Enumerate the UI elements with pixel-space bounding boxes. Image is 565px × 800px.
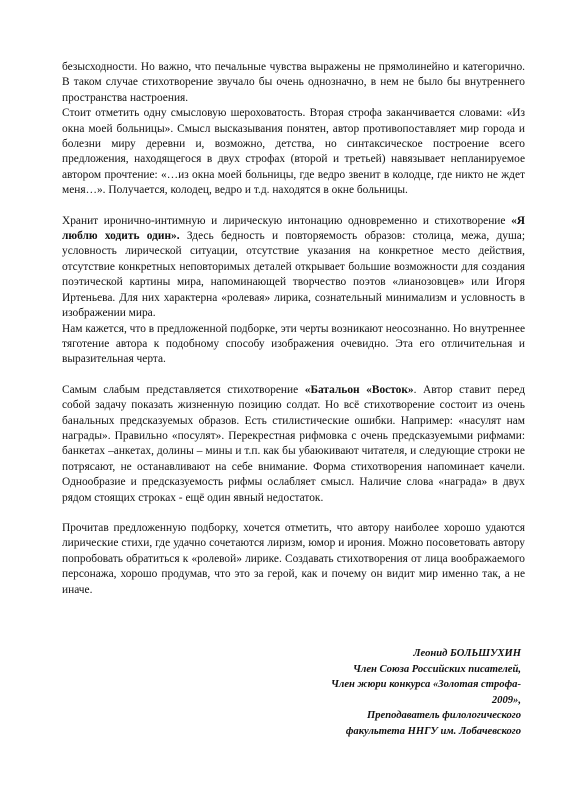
paragraph-gap <box>62 368 525 383</box>
author-title-jury-year: 2009», <box>491 694 521 706</box>
paragraph-text: Здесь бедность и повторяемость образов: столица, межа, душа; условность лирической ситуации, отсутствие указания на конкретное место действия, отсутствие конкретных неповторимых деталей открывает большие возможности для создания поэтической картины мира, напоминающей творчество поэтов «лианозовцев» или Игоря Иртеньева. Для них характерна «ролевая» лирика, сознательный минимализм и условность в изображении мира. <box>62 230 525 320</box>
author-name: Леонид БОЛЬШУХИН <box>413 648 521 659</box>
paragraph <box>62 214 525 322</box>
paragraph-text: Хранит иронично-интимную и лирическую интонацию одновременно и стихотворение <box>62 214 512 227</box>
poem-title: «Я люблю ходить один». <box>62 214 525 243</box>
paragraph <box>62 383 525 506</box>
body-text <box>62 60 525 598</box>
paragraph <box>62 60 525 106</box>
paragraph-text: безысходности. Но важно, что печальные чувства выражены не прямолинейно и категорично. В таком случае стихотворение звучало бы очень однозначно, в нем не было бы внутреннего пространства настроения. <box>62 61 525 104</box>
paragraph-gap <box>62 199 525 214</box>
author-title-lecturer: Преподаватель филологического <box>366 710 521 721</box>
paragraph-text: Нам кажется, что в предложенной подборке, эти черты возникают неосознанно. Но внутреннее тяготение автора к подобному способу изображения очевидно. Эта его отличительная и выразительная черта. <box>62 322 525 366</box>
poem-title: «Батальон «Восток» <box>304 383 414 396</box>
paragraph-text: . Автор ставит перед собой задачу показать жизненную позицию солдат. Но всё стихотворение состоит из очень банальных предсказуемых образов. Есть стилистические ошибки. Например: «насулят нам награды». Правильно «посулят». Перекрестная рифмовка с очень предсказуемыми рифмами: банкетах –анкетах, долины – мины и т.п. как бы убаюкивают читателя, и следующие строки не потрясают, не останавливают на себе внимание. Форма стихотворения напоминает качели. Однообразие и предсказуемость рифмы ослабляет смысл. Наличие слова «награда» в двух рядом стоящих строках - ещё один явный недостаток. <box>62 383 525 504</box>
author-title-union: Член Союза Российских писателей, <box>352 663 521 675</box>
paragraph <box>62 106 525 198</box>
paragraph-gap <box>62 506 525 521</box>
author-title-faculty: факультета ННГУ им. Лобачевского <box>345 725 521 737</box>
paragraph-text: Стоит отметить одну смысловую шероховатость. Вторая строфа заканчивается словами: «Из окна моей больницы». Смысл высказывания понятен, автор противопоставляет мир города и болезни миру деревни и, возможно, детства, но синтаксическое построение всего предложения, находящегося в двух строфах (второй и третьей) навязывает непланируемое автором прочтение: «…из окна моей больницы, где ведро звенит в колодце, где никто не ждет меня…». Получается, колодец, ведро и т.д. находятся в окне больницы. <box>62 107 525 197</box>
signature-block <box>271 646 521 739</box>
paragraph-text: Самым слабым представляется стихотворение <box>62 383 305 396</box>
paragraph-text: Прочитав предложенную подборку, хочется отметить, что автору наиболее хорошо удаются лирические стихи, где удачно сочетаются лиризм, юмор и ирония. Можно посоветовать автору попробовать обратиться к «ролевой» лирике. Создавать стихотворения от лица воображаемого персонажа, хорошо продумав, что это за герой, как и почему он видит мир именно так, а не иначе. <box>62 521 525 596</box>
author-title-jury: Член жюри конкурса «Золотая строфа- <box>330 679 521 690</box>
paragraph <box>62 521 525 598</box>
paragraph <box>62 322 525 368</box>
